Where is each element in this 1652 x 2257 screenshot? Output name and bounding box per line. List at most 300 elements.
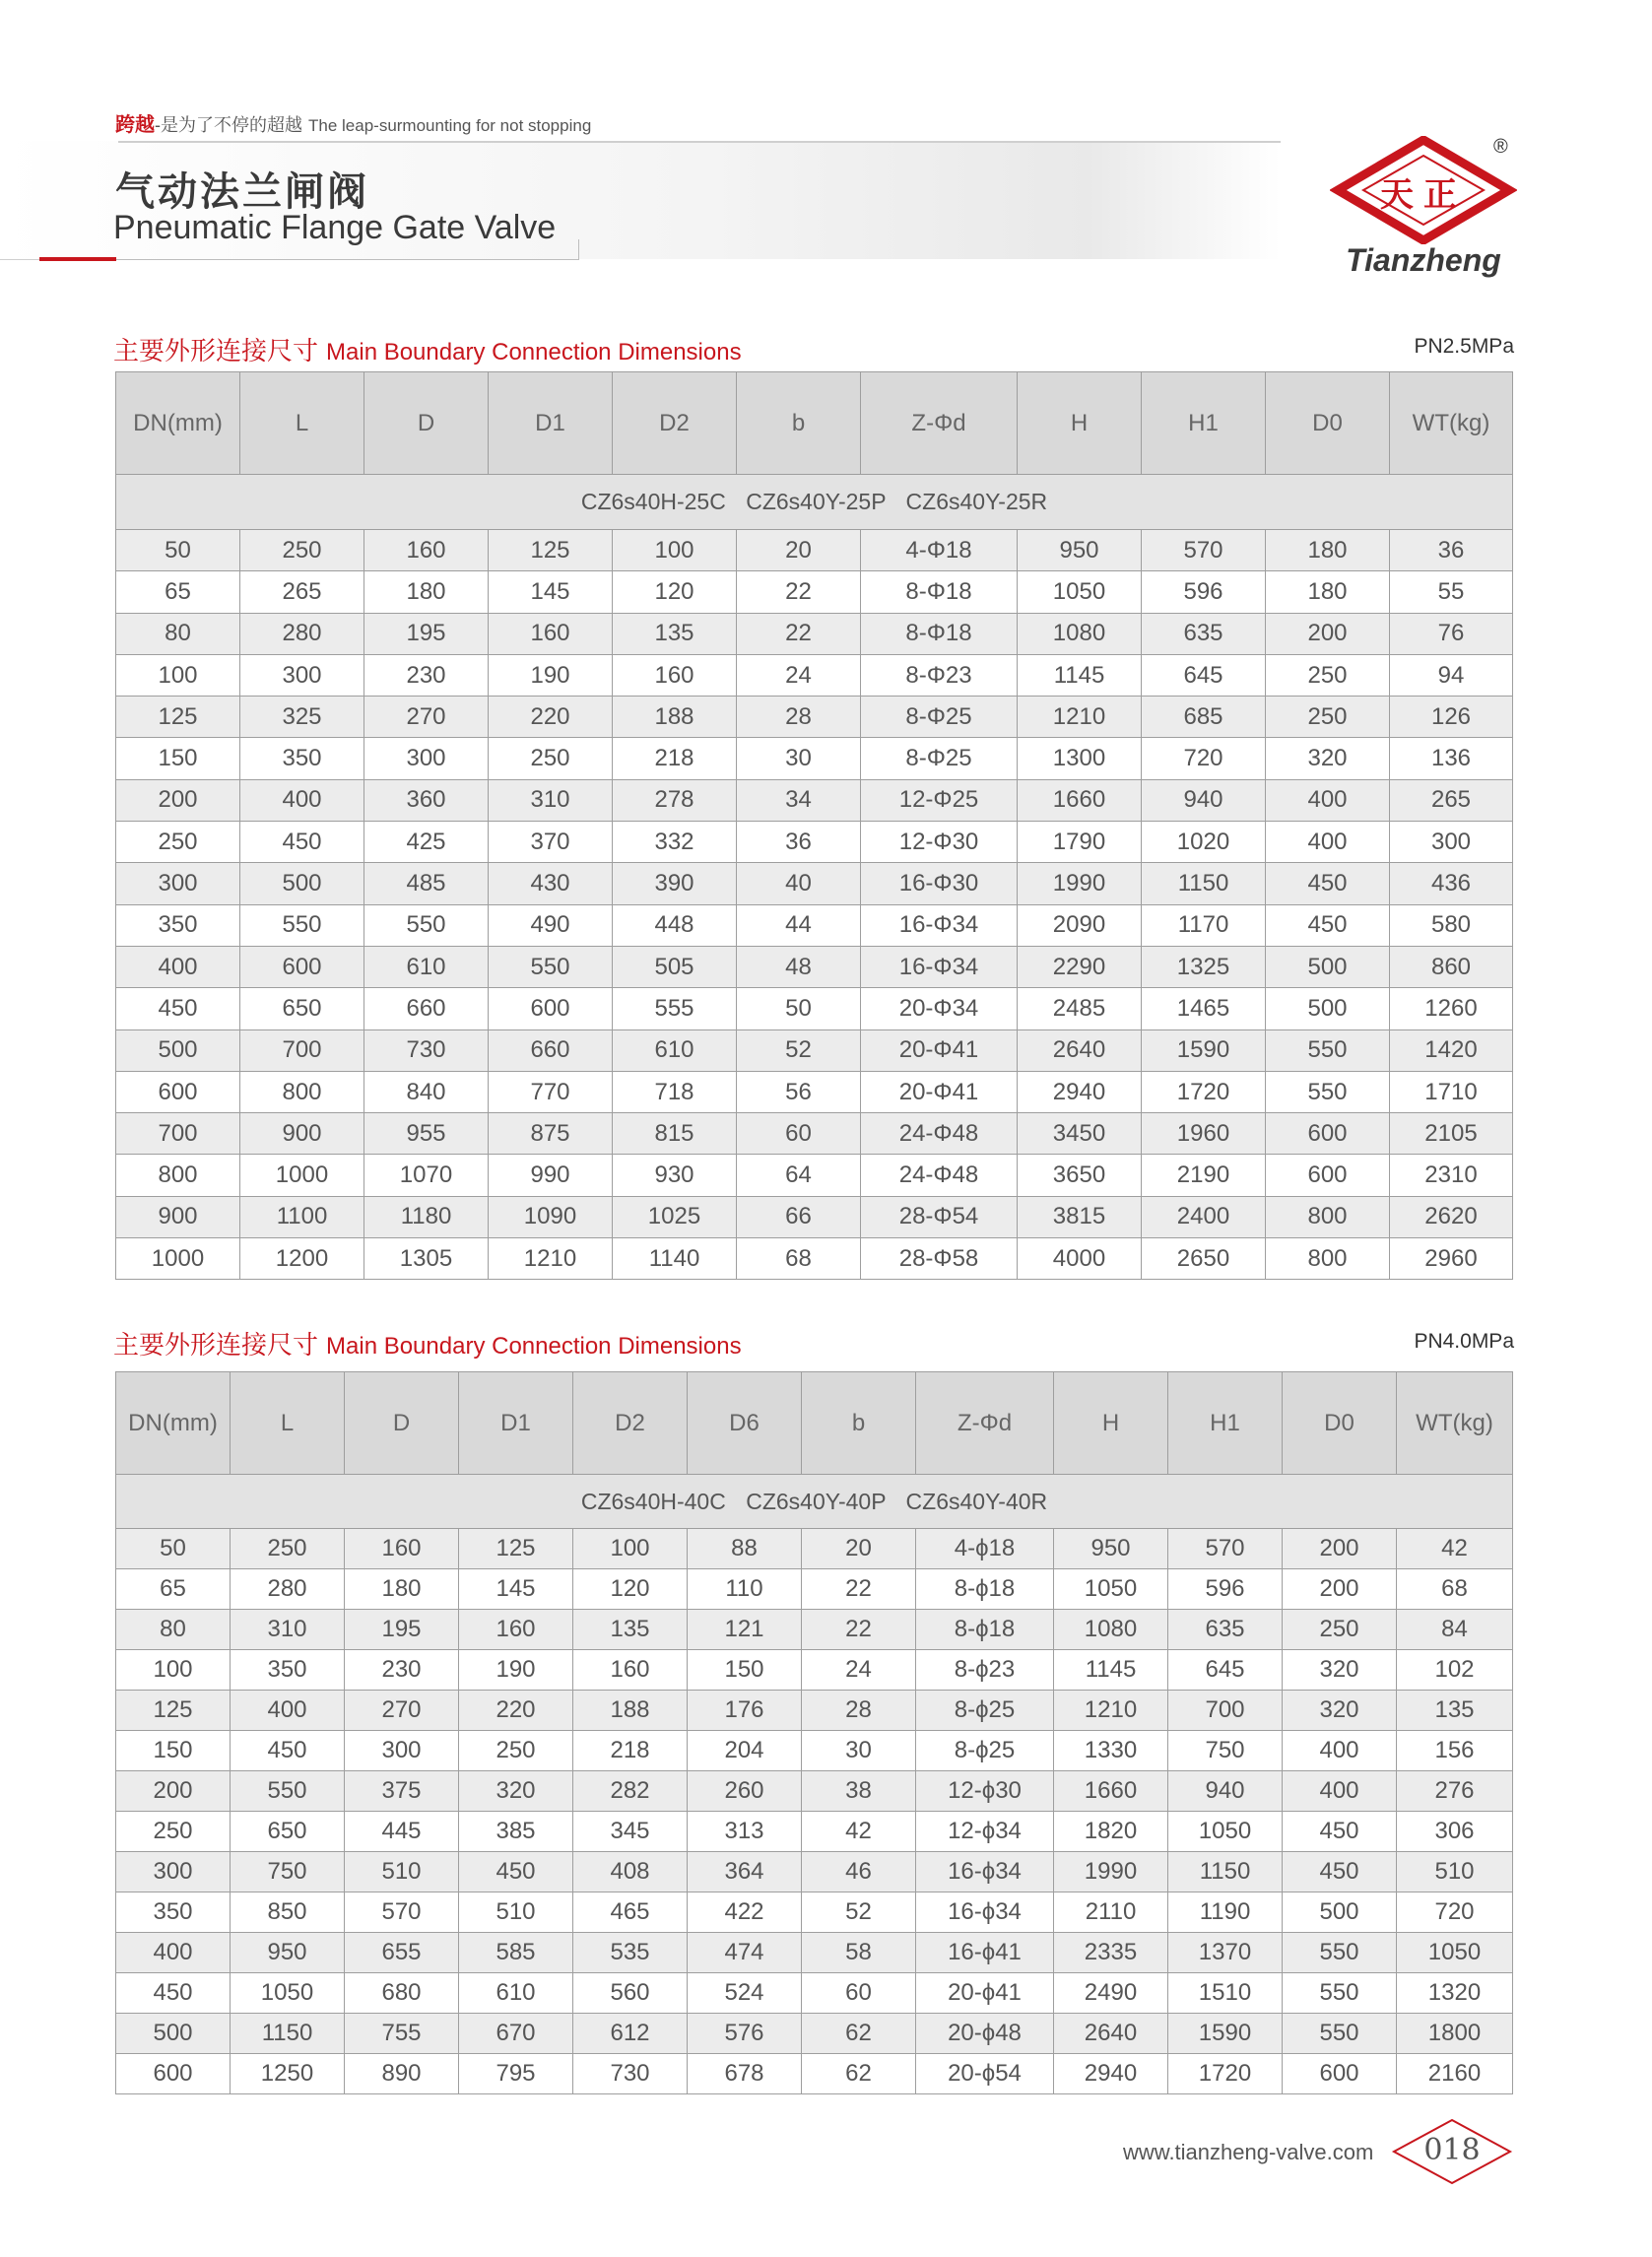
table-row xyxy=(116,1731,1513,1771)
title-underline xyxy=(116,259,579,260)
table-cell: 350 xyxy=(116,904,240,946)
table-cell: 1200 xyxy=(240,1238,364,1280)
table-cell: 265 xyxy=(240,571,364,613)
table-cell: 1180 xyxy=(364,1196,489,1237)
table-cell: 306 xyxy=(1397,1812,1513,1852)
table-cell: 62 xyxy=(802,2014,916,2054)
table-cell: 610 xyxy=(364,946,489,987)
slogan-en: The leap-surmounting for not stopping xyxy=(308,116,592,135)
column-header: b xyxy=(802,1372,916,1475)
table-cell: 76 xyxy=(1390,613,1513,654)
table-cell: 28-Φ58 xyxy=(861,1238,1018,1280)
table-cell: 1320 xyxy=(1397,1973,1513,2014)
table-cell: 1145 xyxy=(1018,654,1142,696)
column-header: DN(mm) xyxy=(116,372,240,475)
table-cell: 900 xyxy=(116,1196,240,1237)
table-cell: 190 xyxy=(489,654,613,696)
table-cell: 58 xyxy=(802,1933,916,1973)
table-cell: 188 xyxy=(613,697,737,738)
table-cell: 450 xyxy=(240,822,364,863)
table-cell: 300 xyxy=(345,1731,459,1771)
table-row xyxy=(116,1973,1513,2014)
table-cell: 282 xyxy=(573,1771,688,1812)
table-cell: 8-ϕ18 xyxy=(916,1610,1054,1650)
table-cell: 8-Φ23 xyxy=(861,654,1018,696)
table-cell: 1590 xyxy=(1168,2014,1283,2054)
table-cell: 1170 xyxy=(1142,904,1266,946)
model-row xyxy=(116,1475,1513,1529)
table-row xyxy=(116,904,1513,946)
table-cell: 770 xyxy=(489,1071,613,1112)
table-cell: 94 xyxy=(1390,654,1513,696)
table-cell: 250 xyxy=(489,738,613,779)
table-cell: 450 xyxy=(1266,863,1390,904)
table-cell: 55 xyxy=(1390,571,1513,613)
table-cell: 400 xyxy=(1266,822,1390,863)
table-row xyxy=(116,697,1513,738)
table-cell: 400 xyxy=(231,1691,345,1731)
table-cell: 300 xyxy=(116,1852,231,1892)
table-cell: 550 xyxy=(231,1771,345,1812)
table-cell: 250 xyxy=(459,1731,573,1771)
table-cell: 4000 xyxy=(1018,1238,1142,1280)
title-accent-bar xyxy=(39,257,116,261)
table-cell: 100 xyxy=(116,654,240,696)
table-cell: 610 xyxy=(613,1029,737,1071)
table-cell: 505 xyxy=(613,946,737,987)
column-header: WT(kg) xyxy=(1397,1372,1513,1475)
table-cell: 16-ϕ34 xyxy=(916,1892,1054,1933)
logo-brand-name: Tianzheng xyxy=(1346,242,1501,278)
table-cell: 260 xyxy=(688,1771,802,1812)
table-cell: 8-Φ25 xyxy=(861,697,1018,738)
table-cell: 8-ϕ18 xyxy=(916,1569,1054,1610)
table-cell: 600 xyxy=(1283,2054,1397,2094)
column-header: DN(mm) xyxy=(116,1372,231,1475)
table-cell: 890 xyxy=(345,2054,459,2094)
table-cell: 1100 xyxy=(240,1196,364,1237)
table-cell: 990 xyxy=(489,1155,613,1196)
table-cell: 635 xyxy=(1168,1610,1283,1650)
table-cell: 250 xyxy=(1266,697,1390,738)
table-cell: 200 xyxy=(116,1771,231,1812)
table-cell: 800 xyxy=(116,1155,240,1196)
table-cell: 280 xyxy=(231,1569,345,1610)
table-cell: 650 xyxy=(240,988,364,1029)
table-cell: 510 xyxy=(1397,1852,1513,1892)
table-cell: 2160 xyxy=(1397,2054,1513,2094)
table-cell: 20 xyxy=(802,1529,916,1569)
table-cell: 300 xyxy=(240,654,364,696)
table-cell: 42 xyxy=(802,1812,916,1852)
table-cell: 195 xyxy=(345,1610,459,1650)
table-cell: 1190 xyxy=(1168,1892,1283,1933)
table-cell: 1150 xyxy=(1168,1852,1283,1892)
table-cell: 300 xyxy=(116,863,240,904)
registered-mark: ® xyxy=(1493,136,1508,158)
table-cell: 645 xyxy=(1168,1650,1283,1691)
table-cell: 650 xyxy=(231,1812,345,1852)
table-row xyxy=(116,1771,1513,1812)
table-cell: 730 xyxy=(364,1029,489,1071)
table-row xyxy=(116,822,1513,863)
table-cell: 1000 xyxy=(116,1238,240,1280)
table-cell: 16-Φ34 xyxy=(861,946,1018,987)
table-cell: 66 xyxy=(737,1196,861,1237)
table-cell: 84 xyxy=(1397,1610,1513,1650)
table-row xyxy=(116,1155,1513,1196)
table-cell: 1660 xyxy=(1054,1771,1168,1812)
header-rule xyxy=(118,141,1281,143)
table-cell: 136 xyxy=(1390,738,1513,779)
table-cell: 1710 xyxy=(1390,1071,1513,1112)
table-cell: 700 xyxy=(240,1029,364,1071)
column-header: D0 xyxy=(1266,372,1390,475)
table-cell: 400 xyxy=(1283,1771,1397,1812)
table-cell: 436 xyxy=(1390,863,1513,904)
table-cell: 24 xyxy=(737,654,861,696)
table-cell: 36 xyxy=(1390,530,1513,571)
table-cell: 64 xyxy=(737,1155,861,1196)
table-cell: 88 xyxy=(688,1529,802,1569)
table-cell: 500 xyxy=(1283,1892,1397,1933)
table-cell: 450 xyxy=(116,1973,231,2014)
table-cell: 450 xyxy=(1283,1852,1397,1892)
table-cell: 2640 xyxy=(1018,1029,1142,1071)
table-row xyxy=(116,571,1513,613)
table-cell: 1210 xyxy=(489,1238,613,1280)
table-row xyxy=(116,1196,1513,1237)
table-cell: 310 xyxy=(489,779,613,821)
logo-chars: 天正 xyxy=(1380,175,1467,215)
table-cell: 955 xyxy=(364,1113,489,1155)
table-cell: 1990 xyxy=(1018,863,1142,904)
table-cell: 685 xyxy=(1142,697,1266,738)
table-cell: 1025 xyxy=(613,1196,737,1237)
dimensions-table-pn25 xyxy=(115,371,1513,1280)
table-cell: 550 xyxy=(1283,2014,1397,2054)
table-cell: 270 xyxy=(364,697,489,738)
table-cell: 500 xyxy=(1266,946,1390,987)
table-cell: 450 xyxy=(1266,904,1390,946)
column-header: D2 xyxy=(613,372,737,475)
table-cell: 16-Φ34 xyxy=(861,904,1018,946)
table-cell: 450 xyxy=(116,988,240,1029)
table-cell: 345 xyxy=(573,1812,688,1852)
table-cell: 560 xyxy=(573,1973,688,2014)
table-cell: 100 xyxy=(116,1650,231,1691)
table-cell: 200 xyxy=(1283,1569,1397,1610)
table-cell: 180 xyxy=(1266,530,1390,571)
table-cell: 385 xyxy=(459,1812,573,1852)
column-header: L xyxy=(240,372,364,475)
table-cell: 50 xyxy=(116,1529,231,1569)
table-cell: 180 xyxy=(1266,571,1390,613)
table-cell: 445 xyxy=(345,1812,459,1852)
table-cell: 320 xyxy=(459,1771,573,1812)
table-cell: 125 xyxy=(489,530,613,571)
table-row xyxy=(116,1113,1513,1155)
table-cell: 940 xyxy=(1168,1771,1283,1812)
table-cell: 950 xyxy=(231,1933,345,1973)
table-cell: 230 xyxy=(345,1650,459,1691)
table-header-row xyxy=(116,372,1513,475)
table-cell: 332 xyxy=(613,822,737,863)
table-cell: 2110 xyxy=(1054,1892,1168,1933)
table-cell: 800 xyxy=(1266,1238,1390,1280)
table-cell: 500 xyxy=(116,1029,240,1071)
table-cell: 720 xyxy=(1142,738,1266,779)
table-cell: 4-ϕ18 xyxy=(916,1529,1054,1569)
table-cell: 1960 xyxy=(1142,1113,1266,1155)
table-cell: 750 xyxy=(231,1852,345,1892)
column-header: Z-Φd xyxy=(916,1372,1054,1475)
table-cell: 600 xyxy=(1266,1113,1390,1155)
column-header: b xyxy=(737,372,861,475)
table-cell: 150 xyxy=(688,1650,802,1691)
column-header: H xyxy=(1054,1372,1168,1475)
table-cell: 30 xyxy=(737,738,861,779)
table-cell: 265 xyxy=(1390,779,1513,821)
table-row xyxy=(116,1071,1513,1112)
table-cell: 12-ϕ34 xyxy=(916,1812,1054,1852)
website-url[interactable]: www.tianzheng-valve.com xyxy=(1123,2140,1374,2164)
table-cell: 230 xyxy=(364,654,489,696)
table-cell: 56 xyxy=(737,1071,861,1112)
table-cell: 600 xyxy=(489,988,613,1029)
table-cell: 325 xyxy=(240,697,364,738)
table-cell: 135 xyxy=(1397,1691,1513,1731)
table-row xyxy=(116,863,1513,904)
table-cell: 1145 xyxy=(1054,1650,1168,1691)
table-cell: 36 xyxy=(737,822,861,863)
table-cell: 448 xyxy=(613,904,737,946)
table-cell: 1330 xyxy=(1054,1731,1168,1771)
table-cell: 156 xyxy=(1397,1731,1513,1771)
table-cell: 550 xyxy=(364,904,489,946)
table-cell: 250 xyxy=(116,822,240,863)
table-cell: 8-ϕ25 xyxy=(916,1731,1054,1771)
table-cell: 34 xyxy=(737,779,861,821)
table-cell: 65 xyxy=(116,571,240,613)
table-cell: 612 xyxy=(573,2014,688,2054)
table-cell: 270 xyxy=(345,1691,459,1731)
table-cell: 485 xyxy=(364,863,489,904)
table-cell: 1370 xyxy=(1168,1933,1283,1973)
section-title-en: Main Boundary Connection Dimensions xyxy=(326,339,742,365)
table-row xyxy=(116,613,1513,654)
table-cell: 350 xyxy=(231,1650,345,1691)
table-cell: 580 xyxy=(1390,904,1513,946)
table-cell: 474 xyxy=(688,1933,802,1973)
table-cell: 20-Φ34 xyxy=(861,988,1018,1029)
table-cell: 2960 xyxy=(1390,1238,1513,1280)
table-cell: 450 xyxy=(459,1852,573,1892)
table-cell: 490 xyxy=(489,904,613,946)
column-header: D1 xyxy=(459,1372,573,1475)
table-cell: 645 xyxy=(1142,654,1266,696)
table-cell: 550 xyxy=(1283,1973,1397,2014)
table-cell: 430 xyxy=(489,863,613,904)
column-header: D xyxy=(364,372,489,475)
table-cell: 125 xyxy=(459,1529,573,1569)
table-cell: 20 xyxy=(737,530,861,571)
table-cell: 80 xyxy=(116,613,240,654)
slogan xyxy=(115,108,591,137)
table-cell: 390 xyxy=(613,863,737,904)
table-cell: 190 xyxy=(459,1650,573,1691)
table-cell: 160 xyxy=(345,1529,459,1569)
table-cell: 730 xyxy=(573,2054,688,2094)
column-header: H1 xyxy=(1142,372,1266,475)
table-cell: 2290 xyxy=(1018,946,1142,987)
table-cell: 28 xyxy=(737,697,861,738)
model-numbers: CZ6s40H-25C CZ6s40Y-25P CZ6s40Y-25R xyxy=(116,475,1513,530)
page-number-badge xyxy=(1391,2118,1513,2185)
table-cell: 2335 xyxy=(1054,1933,1168,1973)
table-cell: 2310 xyxy=(1390,1155,1513,1196)
table-cell: 38 xyxy=(802,1771,916,1812)
table-cell: 280 xyxy=(240,613,364,654)
table-cell: 121 xyxy=(688,1610,802,1650)
table-cell: 300 xyxy=(1390,822,1513,863)
table-cell: 24 xyxy=(802,1650,916,1691)
table-cell: 400 xyxy=(1266,779,1390,821)
table-cell: 218 xyxy=(613,738,737,779)
table-cell: 135 xyxy=(613,613,737,654)
table-cell: 278 xyxy=(613,779,737,821)
table-cell: 596 xyxy=(1168,1569,1283,1610)
table-cell: 8-ϕ25 xyxy=(916,1691,1054,1731)
table-cell: 218 xyxy=(573,1731,688,1771)
table-cell: 600 xyxy=(240,946,364,987)
table-cell: 1140 xyxy=(613,1238,737,1280)
table-cell: 20-ϕ41 xyxy=(916,1973,1054,2014)
table-cell: 850 xyxy=(231,1892,345,1933)
table-cell: 320 xyxy=(1283,1650,1397,1691)
table-cell: 28-Φ54 xyxy=(861,1196,1018,1237)
dimensions-table-pn40 xyxy=(115,1371,1513,2094)
table-cell: 720 xyxy=(1397,1892,1513,1933)
table-cell: 125 xyxy=(116,697,240,738)
table-row xyxy=(116,946,1513,987)
table-cell: 375 xyxy=(345,1771,459,1812)
table-cell: 102 xyxy=(1397,1650,1513,1691)
table-cell: 550 xyxy=(489,946,613,987)
table-cell: 150 xyxy=(116,738,240,779)
table-cell: 1050 xyxy=(1397,1933,1513,1973)
table-cell: 576 xyxy=(688,2014,802,2054)
brand-logo xyxy=(1330,136,1517,284)
table-cell: 1090 xyxy=(489,1196,613,1237)
table-header-row xyxy=(116,1372,1513,1475)
table-cell: 180 xyxy=(364,571,489,613)
table-cell: 422 xyxy=(688,1892,802,1933)
table-cell: 635 xyxy=(1142,613,1266,654)
table-cell: 800 xyxy=(240,1071,364,1112)
table-cell: 2190 xyxy=(1142,1155,1266,1196)
table-row xyxy=(116,1650,1513,1691)
table-row xyxy=(116,1852,1513,1892)
table-cell: 220 xyxy=(459,1691,573,1731)
table-cell: 125 xyxy=(116,1691,231,1731)
table-row xyxy=(116,654,1513,696)
table-cell: 160 xyxy=(459,1610,573,1650)
table-cell: 550 xyxy=(1283,1933,1397,1973)
table-cell: 750 xyxy=(1168,1731,1283,1771)
table-cell: 610 xyxy=(459,1973,573,2014)
table-cell: 585 xyxy=(459,1933,573,1973)
slogan-zh: -是为了不停的超越 xyxy=(155,115,302,135)
title-rule-left xyxy=(0,259,39,260)
table-cell: 2940 xyxy=(1054,2054,1168,2094)
table-cell: 22 xyxy=(802,1569,916,1610)
table-cell: 875 xyxy=(489,1113,613,1155)
table-cell: 1050 xyxy=(1018,571,1142,613)
table-row xyxy=(116,1610,1513,1650)
table-row xyxy=(116,1812,1513,1852)
table-cell: 120 xyxy=(573,1569,688,1610)
table-cell: 1080 xyxy=(1054,1610,1168,1650)
table-cell: 20-Φ41 xyxy=(861,1071,1018,1112)
table-cell: 700 xyxy=(1168,1691,1283,1731)
table-cell: 1510 xyxy=(1168,1973,1283,2014)
table-cell: 52 xyxy=(802,1892,916,1933)
table-cell: 176 xyxy=(688,1691,802,1731)
table-cell: 500 xyxy=(116,2014,231,2054)
table-cell: 126 xyxy=(1390,697,1513,738)
table-cell: 950 xyxy=(1054,1529,1168,1569)
table-cell: 570 xyxy=(1142,530,1266,571)
table-cell: 2105 xyxy=(1390,1113,1513,1155)
table-cell: 840 xyxy=(364,1071,489,1112)
column-header: L xyxy=(231,1372,345,1475)
section-title-zh: 主要外形连接尺寸 xyxy=(113,336,319,365)
table-cell: 524 xyxy=(688,1973,802,2014)
table-cell: 1260 xyxy=(1390,988,1513,1029)
table-cell: 8-ϕ23 xyxy=(916,1650,1054,1691)
table-cell: 930 xyxy=(613,1155,737,1196)
table-cell: 65 xyxy=(116,1569,231,1610)
page-title-zh: 气动法兰闸阀 xyxy=(115,170,369,214)
table-cell: 195 xyxy=(364,613,489,654)
table-cell: 1250 xyxy=(231,2054,345,2094)
table-cell: 465 xyxy=(573,1892,688,1933)
column-header: Z-Φd xyxy=(861,372,1018,475)
table-cell: 276 xyxy=(1397,1771,1513,1812)
table-cell: 700 xyxy=(116,1113,240,1155)
table-cell: 364 xyxy=(688,1852,802,1892)
table-cell: 60 xyxy=(737,1113,861,1155)
title-frame-line xyxy=(578,239,579,259)
table-cell: 50 xyxy=(737,988,861,1029)
table-cell: 755 xyxy=(345,2014,459,2054)
table-cell: 180 xyxy=(345,1569,459,1610)
table-cell: 350 xyxy=(240,738,364,779)
table-cell: 8-Φ18 xyxy=(861,613,1018,654)
table-cell: 20-ϕ54 xyxy=(916,2054,1054,2094)
table-cell: 100 xyxy=(613,530,737,571)
table-row xyxy=(116,1892,1513,1933)
table-cell: 510 xyxy=(459,1892,573,1933)
table-cell: 655 xyxy=(345,1933,459,1973)
table-cell: 555 xyxy=(613,988,737,1029)
table-cell: 250 xyxy=(1283,1610,1397,1650)
table-cell: 12-Φ25 xyxy=(861,779,1018,821)
table-cell: 12-Φ30 xyxy=(861,822,1018,863)
table-cell: 1210 xyxy=(1054,1691,1168,1731)
table-cell: 860 xyxy=(1390,946,1513,987)
